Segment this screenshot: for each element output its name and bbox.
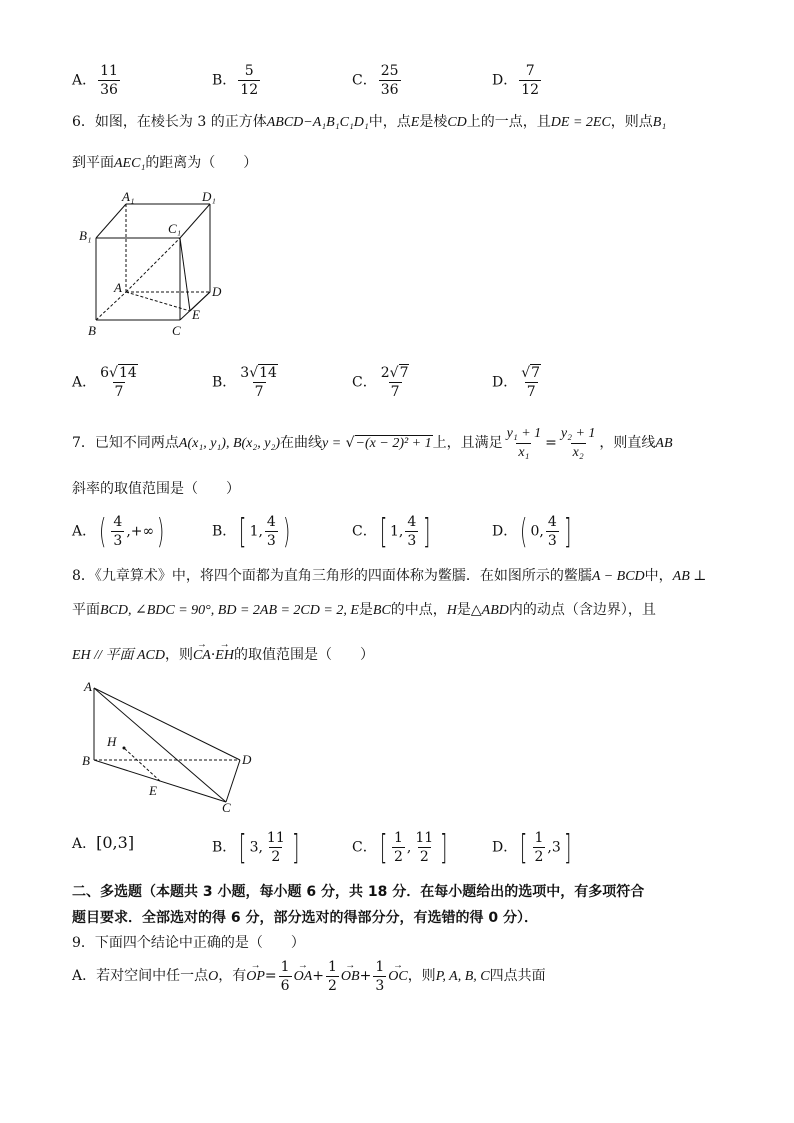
label-a: A: [84, 679, 92, 694]
label-h: H: [107, 734, 117, 749]
q9-option-a: A．若对空间中任一点O，有→ OP= $\frac{1}{6}$ → OA+ $\frac{1}{2}$ → OB+ $\frac{1}{3}$ → OC，则P, A, B, C四点共面: [72, 956, 546, 997]
section2-header-line1: 二、多选题（本题共 3 小题，每小题 6 分，共 18 分．在每小题给出的选项中，有多项符合: [72, 884, 645, 900]
q7-option-b: B．[ 1, $\frac{4}{3}$ ): [212, 511, 291, 552]
label-b1: B₁: [79, 228, 92, 243]
label-b: B: [88, 323, 96, 338]
label-a: A: [114, 280, 122, 295]
label-d1: D₁: [202, 189, 216, 204]
q5-option-a: A． $\frac{11}{36}$: [72, 63, 118, 98]
q8-tetrahedron-figure: [72, 676, 272, 816]
q6-stem-line1: 6．如图，在棱长为 3 的正方体ABCD−A₁B₁C₁D₁中，点E是棱CD上的一点，且DE = 2EC，则点B₁: [72, 114, 667, 130]
q7-option-c: C．[ 1, $\frac{4}{3}$ ]: [352, 511, 431, 552]
q6-option-c: C． $\frac{2√7}{7}$: [352, 365, 409, 400]
q8-option-d: D．[ $\frac{1}{2}$ ,3]: [492, 827, 572, 868]
label-c: C: [172, 323, 181, 338]
label-e: E: [149, 783, 157, 798]
label-e: E: [192, 307, 200, 322]
q6-option-a: A． $\frac{6√14}{7}$: [72, 365, 137, 400]
q8-stem-line2: 平面BCD, ∠BDC = 90°, BD = 2AB = 2CD = 2, E是BC的中点，H是△ABD内的动点（含边界），且: [72, 602, 656, 618]
q7-option-d: D．( 0, $\frac{4}{3}$ ]: [492, 511, 572, 552]
q5-option-d: D． $\frac{7}{12}$: [492, 63, 540, 98]
q9-stem: 9．下面四个结论中正确的是（ ）: [72, 935, 305, 951]
label-b: B: [82, 753, 90, 768]
label-c: C: [222, 800, 231, 815]
q6-option-d: D． $\frac{√7}{7}$: [492, 365, 541, 400]
q8-option-a: A．[0,3]: [72, 833, 135, 852]
q6-option-b: B． $\frac{3√14}{7}$: [212, 365, 277, 400]
q7-stem-line1: 7．已知不同两点A(x₁, y₁), B(x₂, y₂)在曲线y = √−(x − 2)² + 1上，且满足 $\frac{\text{y₁ + 1}}{\text{x₁}}$ = $\frac{\text{y₂ + 1}}{\text{x₂}}$ ，则直线AB: [72, 425, 673, 460]
q6-stem-line2: 到平面AEC₁的距离为（ ）: [72, 155, 258, 171]
label-d: D: [212, 284, 222, 299]
q8-stem-line1: 8．《九章算术》中，将四个面都为直角三角形的四面体称为鳖臑．在如图所示的鳖臑A − BCD中，AB ⊥: [72, 568, 707, 584]
q7-stem-line2: 斜率的取值范围是（ ）: [72, 481, 240, 497]
q8-option-c: C．[ $\frac{1}{2}$ , $\frac{11}{2}$ ]: [352, 827, 448, 868]
q5-option-b: B． $\frac{5}{12}$: [212, 63, 259, 98]
label-d: D: [242, 752, 252, 767]
label-c1: C₁: [168, 221, 182, 236]
q7-option-a: A．( $\frac{4}{3}$ ,+∞): [72, 511, 165, 552]
label-a1: A₁: [122, 189, 135, 204]
q6-cube-figure: [72, 188, 242, 346]
q5-option-c: C． $\frac{25}{36}$: [352, 63, 399, 98]
section2-header-line2: 题目要求．全部选对的得 6 分，部分选对的得部分分，有选错的得 0 分）．: [72, 910, 538, 926]
q8-option-b: B．[ 3, $\frac{11}{2}$ ]: [212, 827, 300, 868]
q8-stem-line3: EH // 平面 ACD，则→ CA·→ EH的取值范围是（ ）: [72, 645, 374, 666]
